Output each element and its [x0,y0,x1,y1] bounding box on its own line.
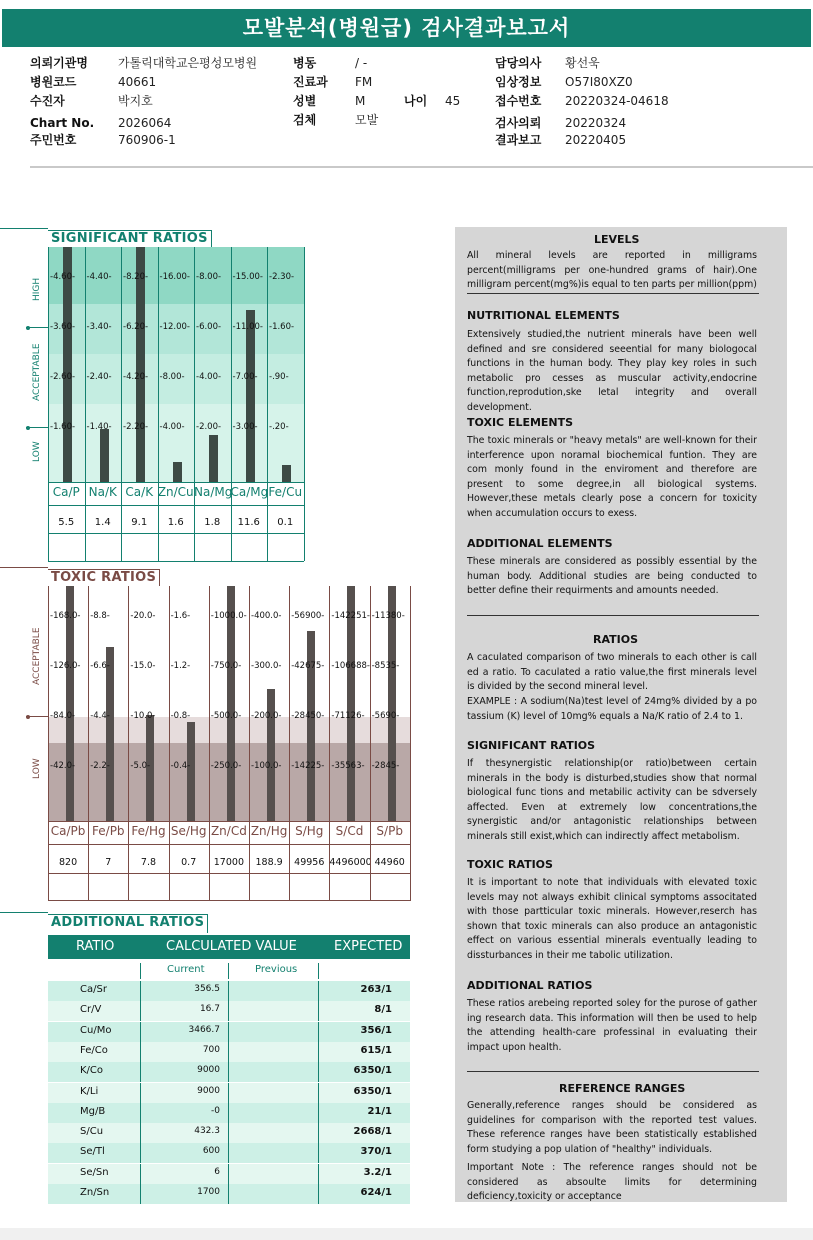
ratio-name: Se/Sn [80,1166,109,1178]
previous-col-header: Previous [255,964,298,975]
toxic-tick-label: -84.0- [50,711,76,721]
significant-category-label: Na/Mg [194,485,233,499]
significant-tick-label: -4.40- [86,272,112,282]
table-row [48,1022,410,1042]
toxic-tick-label: -5690- [371,711,400,721]
table-row [48,1001,410,1021]
toxic-bar [307,631,315,821]
significant-tick-label: -6.00- [196,322,222,332]
current-value: 6 [214,1166,220,1177]
significant-value: 11.6 [237,517,260,528]
age-label: 나이 [404,94,428,108]
current-value: 700 [202,1044,220,1055]
age-value: 45 [445,94,461,108]
toxic-elements-heading: TOXIC ELEMENTS [467,416,574,429]
toxic-value: 188.9 [255,857,283,868]
toxic-chart [48,586,410,901]
ratio-name: Zn/Sn [80,1187,110,1198]
ratio-name: Fe/Co [80,1044,108,1056]
toxic-tick-label: -1.2- [170,661,191,671]
toxic-ratios-heading: TOXIC RATIOS [467,858,553,871]
significant-tick-label: -12.00- [159,322,190,332]
toxic-tick-label: -106688- [331,661,370,671]
significant-ratios-section [0,228,310,563]
toxic-tick-label: -35563- [331,761,365,771]
sex-label: 성별 [293,94,317,108]
ratio-name: K/Co [80,1065,104,1077]
hospital-code-label: 병원코드 [30,75,77,89]
ward-value: / - [355,56,368,70]
reference-ranges-note: Important Note : The reference ranges should not be considered as absoulte limits for determining deficiency,toxicity or acceptance [467,1162,757,1202]
significant-bar [136,247,145,482]
significant-tick-label: -3.00- [232,422,258,432]
ratio-name: Cu/Mo [80,1024,112,1036]
toxic-tick-label: -6.6- [90,661,110,671]
significant-tick-label: -1.60- [269,322,295,332]
significant-tick-label: -4.00- [159,422,185,432]
toxic-category-label: Ca/Pb [50,824,86,838]
additional-table-header [48,935,410,959]
toxic-tick-label: -4.4- [90,711,110,721]
table-row [48,1103,410,1123]
additional-title: ADDITIONAL RATIOS [48,914,208,933]
toxic-category-label: Zn/Cd [210,824,247,838]
significant-bar [100,429,109,482]
significant-ratios-text: If thesynergistic relationship(or ratio)between certain minerals in the body is disturbed,studies show that normal biological func tions and metabilic activity can be sdversely affected. Even at extremely low concentrations,the synergistic and/or antagonistic relationships between minerals still exist,which can indirectly affect metabolism. [467,758,757,842]
expected-value: 356/1 [360,1024,392,1036]
toxic-tick-label: -56900- [291,611,325,621]
significant-tick-label: -6.20- [123,322,149,332]
significant-bar [282,465,291,482]
toxic-value: 820 [59,857,78,868]
table-row [48,1164,410,1184]
significant-tick-label: -2.00- [196,422,222,432]
report-title: 모발분석(병원급) 검사결과보고서 [2,9,811,47]
levels-heading: LEVELS [594,233,640,246]
toxic-category-label: Se/Hg [170,824,207,838]
ratio-name: S/Cu [80,1126,104,1138]
table-row [48,1123,410,1143]
toxic-tick-label: -28450- [291,711,325,721]
nutritional-text: Extensively studied,the nutrient minerals have been well defined and sre considered seeential for many biologocal functions in the human body. They play key roles in such metabolic pro cesses as muscular activity,endocrine function,reprodution,ske letal integrity and overall development. [467,329,757,413]
current-value: -0 [211,1105,220,1116]
toxic-tick-label: -20.0- [130,611,156,621]
toxic-tick-label: -750.0- [210,661,242,671]
significant-category-label: Ca/K [125,485,154,499]
significant-bar [246,310,255,482]
significant-value: 1.8 [204,517,221,528]
bottom-strip [0,1228,813,1240]
expected-value: 2668/1 [353,1126,392,1138]
significant-title: SIGNIFICANT RATIOS [48,230,212,248]
significant-tick-label: -4.60- [50,272,76,282]
additional-ratios-text: These ratios arebeing reported soley for the purose of gather ing research data. This information will then be used to help the attending health-care professinal in evaluating their impact upon health. [467,998,757,1053]
department-value: FM [355,75,373,89]
significant-tick-label: -4.00- [196,372,222,382]
current-col-header: Current [167,964,205,975]
toxic-tick-label: -14225- [291,761,325,771]
significant-category-label: Fe/Cu [268,485,303,499]
toxic-ratios-section [0,567,412,903]
expected-value: 3.2/1 [363,1166,392,1178]
reference-ranges-heading: REFERENCE RANGES [559,1082,686,1095]
hospital-code-value: 40661 [118,75,157,89]
ratio-name: Cr/V [80,1004,102,1016]
table-row [48,1042,410,1062]
significant-category-label: Na/K [88,485,117,499]
table-row [48,1083,410,1103]
resident-no-label: 주민번호 [30,133,77,147]
toxic-value: 4496000 [329,857,372,868]
resident-no-value: 760906-1 [118,133,176,147]
receipt-no-label: 접수번호 [495,94,542,108]
toxic-value: 7 [105,857,112,868]
receipt-no-value: 20220324-04618 [565,94,669,108]
toxic-category-label: S/Cd [335,824,364,838]
significant-ratios-heading: SIGNIFICANT RATIOS [467,739,596,752]
report-date-value: 20220405 [565,133,627,147]
hospital-label: 의뢰기관명 [30,56,88,70]
ratio-name: Ca/Sr [80,984,107,995]
toxic-tick-label: -0.8- [170,711,191,721]
toxic-tick-label: -15.0- [130,661,156,671]
table-row [48,981,410,1001]
significant-tick-label: -8.00- [159,372,185,382]
sex-value: M [355,94,366,108]
band-label-low-toxic: LOW [32,758,42,779]
band-label-acceptable-toxic: ACCEPTABLE [32,627,42,685]
significant-tick-label: -.90- [269,372,289,382]
toxic-tick-label: -10.0- [130,711,156,721]
table-row [48,1062,410,1082]
header-separator [30,166,813,168]
additional-subheader [48,959,410,981]
levels-text: All mineral levels are reported in milligrams percent(milligrams per one-hundred grams of hair).One milligram percent(mg%)is equal to ten parts per million(ppm) [467,250,757,290]
toxic-category-label: S/Hg [295,824,324,838]
doctor-label: 담당의사 [495,56,542,70]
significant-value: 5.5 [58,517,75,528]
significant-tick-label: -11.00- [232,322,263,332]
toxic-tick-label: -100.0- [251,761,282,771]
toxic-tick-label: -500.0- [210,711,242,721]
current-value: 16.7 [199,1004,220,1015]
significant-tick-label: -3.40- [86,322,112,332]
significant-value: 1.6 [167,517,184,528]
chart-no-label: Chart No. [30,116,95,130]
significant-tick-label: -8.00- [196,272,222,282]
toxic-tick-label: -250.0- [210,761,242,771]
significant-value: 0.1 [277,517,294,528]
significant-tick-label: -8.20- [123,272,149,282]
additional-elements-text: These minerals are considered as possibly essential by the human body. Additional studies are being conducted to better define their requirments and amounts needed. [467,556,757,596]
significant-tick-label: -2.20- [123,422,149,432]
ratio-name: K/Li [80,1085,99,1097]
ratio-col-header: RATIO [76,939,115,954]
toxic-tick-label: -71126- [331,711,365,721]
toxic-tick-label: -42.0- [50,761,76,771]
toxic-tick-label: -2845- [371,761,400,771]
toxic-category-label: Fe/Pb [92,824,125,838]
current-value: 600 [202,1146,220,1157]
table-row [48,1184,410,1204]
significant-value: 9.1 [131,517,148,528]
significant-category-label: Zn/Cu [157,485,194,499]
toxic-ratios-text: It is important to note that individuals with elevated toxic levels may not always exhibit clinical symptoms associtated with those partticular toxic minerals. However,reserch has shown that toxic minerals can also produce an antagonistic effect on various essential minerals eventually leading to dissturbances in their me tabolic utilization. [467,877,757,961]
toxic-bar [106,647,114,821]
clinical-info-value: O57I80XZ0 [565,75,633,89]
ratios-heading: RATIOS [593,633,638,646]
reference-ranges-text: Generally,reference ranges should be considered as guidelines for comparison with the reported test values. These reference ranges have been statistically established form studying a pop ulation of "healthy" individuals. [467,1100,757,1155]
toxic-tick-label: -142251- [331,611,370,621]
toxic-title: TOXIC RATIOS [48,569,160,587]
toxic-value: 17000 [213,857,244,868]
toxic-tick-label: -1.6- [170,611,191,621]
expected-value: 8/1 [374,1004,392,1016]
toxic-tick-label: -42675- [291,661,325,671]
toxic-tick-label: -2.2- [90,761,110,771]
significant-column-na-mg [194,247,231,561]
patient-label: 수진자 [30,94,65,108]
toxic-bar [388,586,396,821]
significant-tick-label: -.20- [269,422,289,432]
toxic-category-label: Zn/Hg [250,824,288,838]
significant-tick-label: -3.60- [50,322,76,332]
toxic-tick-label: -8535- [371,661,400,671]
significant-category-label: Ca/P [52,485,80,499]
expected-value: 263/1 [360,984,392,995]
ratios-text: A caculated comparison of two minerals to each other is call ed a ratio. To caculated a ratio value,the first minerals level is divided by the second mineral level. [467,652,757,692]
expected-value: 6350/1 [353,1085,392,1097]
significant-bar [173,462,182,482]
toxic-value: 7.8 [140,857,157,868]
request-date-label: 검사의뢰 [495,116,542,130]
toxic-elements-text: The toxic minerals or "heavy metals" are well-known for their interference upon noramal biochemical funtion. They are com monly found in the enviroment and therefore are present to some degree,in all biological systems. However,these metals clearly pose a concern for toxicity when accumulation occurs to exess. [467,435,757,519]
current-value: 3466.7 [188,1024,220,1035]
department-label: 진료과 [293,75,328,89]
significant-column-na-k [85,247,122,561]
hospital-value: 가톨릭대학교은평성모병원 [118,56,258,70]
toxic-bar [66,586,74,821]
current-value: 356.5 [194,984,220,994]
toxic-tick-label: -1000.0- [210,611,247,621]
expected-value: 615/1 [360,1044,392,1056]
significant-chart [48,247,304,561]
expected-value: 21/1 [367,1105,392,1117]
toxic-value: 49956 [294,857,325,868]
toxic-tick-label: -200.0- [251,711,282,721]
doctor-value: 황선욱 [565,56,600,70]
significant-tick-label: -2.60- [50,372,76,382]
significant-tick-label: -2.30- [269,272,295,282]
toxic-tick-label: -11380- [371,611,405,621]
specimen-label: 검체 [293,113,317,127]
toxic-category-label: Fe/Hg [131,824,166,838]
toxic-category-label: S/Pb [376,824,403,838]
ratio-name: Se/Tl [80,1146,105,1158]
toxic-tick-label: -5.0- [130,761,151,771]
toxic-value: 0.7 [181,857,197,868]
significant-tick-label: -1.60- [50,422,76,432]
chart-no-value: 2026064 [118,116,172,130]
table-row [48,1143,410,1163]
expected-value: 624/1 [360,1187,392,1198]
toxic-bar [227,586,235,821]
report-date-label: 결과보고 [495,133,542,147]
current-value: 9000 [197,1065,220,1076]
expected-col-header: EXPECTED [334,939,403,954]
toxic-tick-label: -300.0- [251,661,282,671]
significant-category-label: Ca/Mg [230,485,269,499]
toxic-tick-label: -126.0- [50,661,81,671]
current-value: 1700 [197,1187,220,1197]
patient-value: 박지호 [118,94,153,108]
significant-bar [63,247,72,482]
toxic-tick-label: -8.8- [90,611,110,621]
toxic-bar [187,722,195,821]
additional-elements-heading: ADDITIONAL ELEMENTS [467,537,613,550]
significant-tick-label: -2.40- [86,372,112,382]
expected-value: 6350/1 [353,1065,392,1077]
specimen-value: 모발 [355,113,379,127]
significant-value: 1.4 [94,517,111,528]
toxic-tick-label: -0.4- [170,761,191,771]
clinical-info-label: 임상정보 [495,75,542,89]
additional-ratios-heading: ADDITIONAL RATIOS [467,979,593,992]
significant-tick-label: -15.00- [232,272,263,282]
current-value: 432.3 [194,1126,220,1137]
explanation-panel [455,227,787,1202]
band-label-high: HIGH [32,277,42,301]
significant-tick-label: -4.20- [123,372,149,382]
toxic-tick-label: -400.0- [251,611,282,621]
request-date-value: 20220324 [565,116,627,130]
band-label-low: LOW [32,441,42,462]
significant-tick-label: -16.00- [159,272,190,282]
toxic-tick-label: -168.0- [50,611,81,621]
toxic-value: 44960 [374,857,405,868]
significant-tick-label: -1.40- [86,422,112,432]
significant-tick-label: -7.00- [232,372,258,382]
calc-col-header: CALCULATED VALUE [166,939,297,954]
significant-bar [209,435,218,482]
patient-header [0,0,813,160]
ward-label: 병동 [293,56,317,70]
significant-column-fe-cu [267,247,304,561]
current-value: 9000 [197,1085,220,1096]
significant-column-zn-cu [158,247,195,561]
ratio-name: Mg/B [80,1105,106,1117]
band-label-acceptable: ACCEPTABLE [32,343,42,401]
ratios-example: EXAMPLE : A sodium(Na)test level of 24mg% divided by a po tassium (K) level of 10mg% equals a Na/K ratio of 2.4 to 1. [467,696,757,722]
toxic-bar [267,689,275,821]
toxic-bar [347,586,355,821]
nutritional-heading: NUTRITIONAL ELEMENTS [467,309,620,322]
expected-value: 370/1 [360,1146,392,1158]
